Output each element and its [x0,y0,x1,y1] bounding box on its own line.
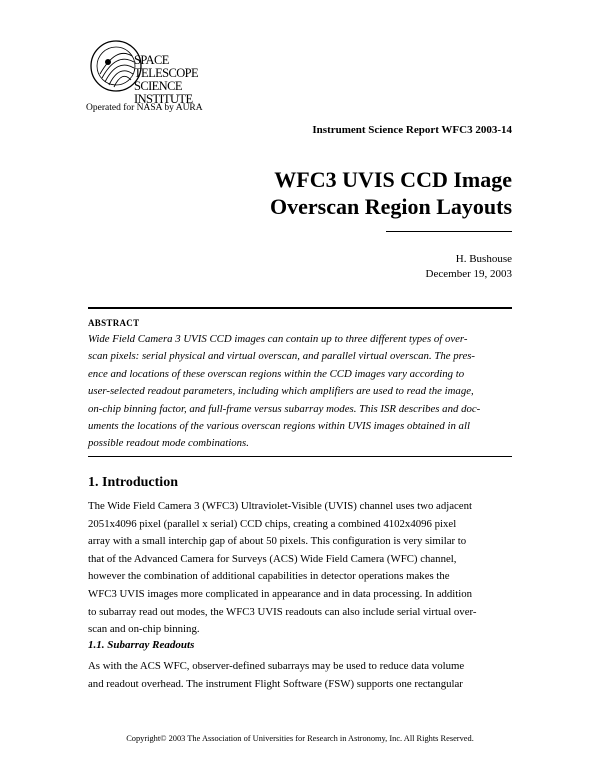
subsection-heading-subarray-readouts: 1.1. Subarray Readouts [88,639,195,651]
report-id: Instrument Science Report WFC3 2003-14 [312,124,512,136]
paragraph-line: array with a small interchip gap of about 50 pixels. This configuration is very similar to [88,535,467,548]
logo-word-space: SPACE [134,53,169,67]
copyright-footer: Copyright© 2003 The Association of Universities for Research in Astronomy, Inc. All Rights Reserved. [126,734,474,743]
paragraph-line: to subarray read out modes, the WFC3 UVIS readouts can also include serial virtual over- [88,605,477,618]
paragraph-line: WFC3 UVIS images more complicated in appearance and in data processing. In addition [88,587,473,600]
report-date: December 19, 2003 [425,268,512,280]
logo-word-telescope: TELESCOPE [134,66,199,80]
abstract-heading: ABSTRACT [88,318,140,328]
introduction-paragraph [88,498,520,639]
abstract-top-rule [88,307,512,309]
abstract-line: Wide Field Camera 3 UVIS CCD images can contain up to three different types of over- [88,333,468,345]
author-block [426,252,512,282]
paragraph-line: and readout overhead. The instrument Flight Software (FSW) supports one rectangular [88,677,463,690]
abstract-body [88,331,516,453]
author-name: H. Bushouse [455,253,512,265]
abstract-line: scan pixels: serial physical and virtual overscan, and parallel virtual overscan. The pres- [88,350,476,363]
abstract-bottom-rule [88,456,512,457]
paragraph-line: 2051x4096 pixel (parallel x serial) CCD chips, creating a combined 4102x4096 pixel [88,517,457,530]
paragraph-line: scan and on-chip binning. [88,623,200,636]
logo-word-science: SCIENCE [134,79,182,93]
paragraph-line: The Wide Field Camera 3 (WFC3) Ultraviolet-Visible (UVIS) channel uses two adjacent [88,500,473,512]
paragraph-line: however the combination of additional capabilities in detector operations makes the [88,570,450,583]
operated-by-text: Operated for NASA by AURA [86,103,203,113]
section-heading-introduction: 1. Introduction [88,475,178,490]
abstract-line: uments the locations of the various overscan regions within UVIS images obtained in all [88,420,470,433]
paragraph-line: As with the ACS WFC, observer-defined subarrays may be used to reduce data volume [88,660,465,672]
paragraph-line: that of the Advanced Camera for Surveys (ACS) Wide Field Camera (WFC) channel, [88,552,457,565]
title-line-2: Overscan Region Layouts [270,194,512,219]
abstract-line: on-chip binning factor, and full-frame versus subarray modes. This ISR describes and doc- [88,402,481,415]
logo-word-institute: INSTITUTE [134,92,193,106]
abstract-line: user-selected readout parameters, including which amplifiers are used to read the image, [88,385,474,398]
subarray-paragraph [88,658,520,693]
title-divider [386,231,512,232]
title-line-1: WFC3 UVIS CCD Image [274,167,512,192]
abstract-line: ence and locations of these overscan regions within the CCD images vary according to [88,367,465,380]
abstract-line: possible readout mode combinations. [88,437,249,450]
paper-title [270,166,512,220]
